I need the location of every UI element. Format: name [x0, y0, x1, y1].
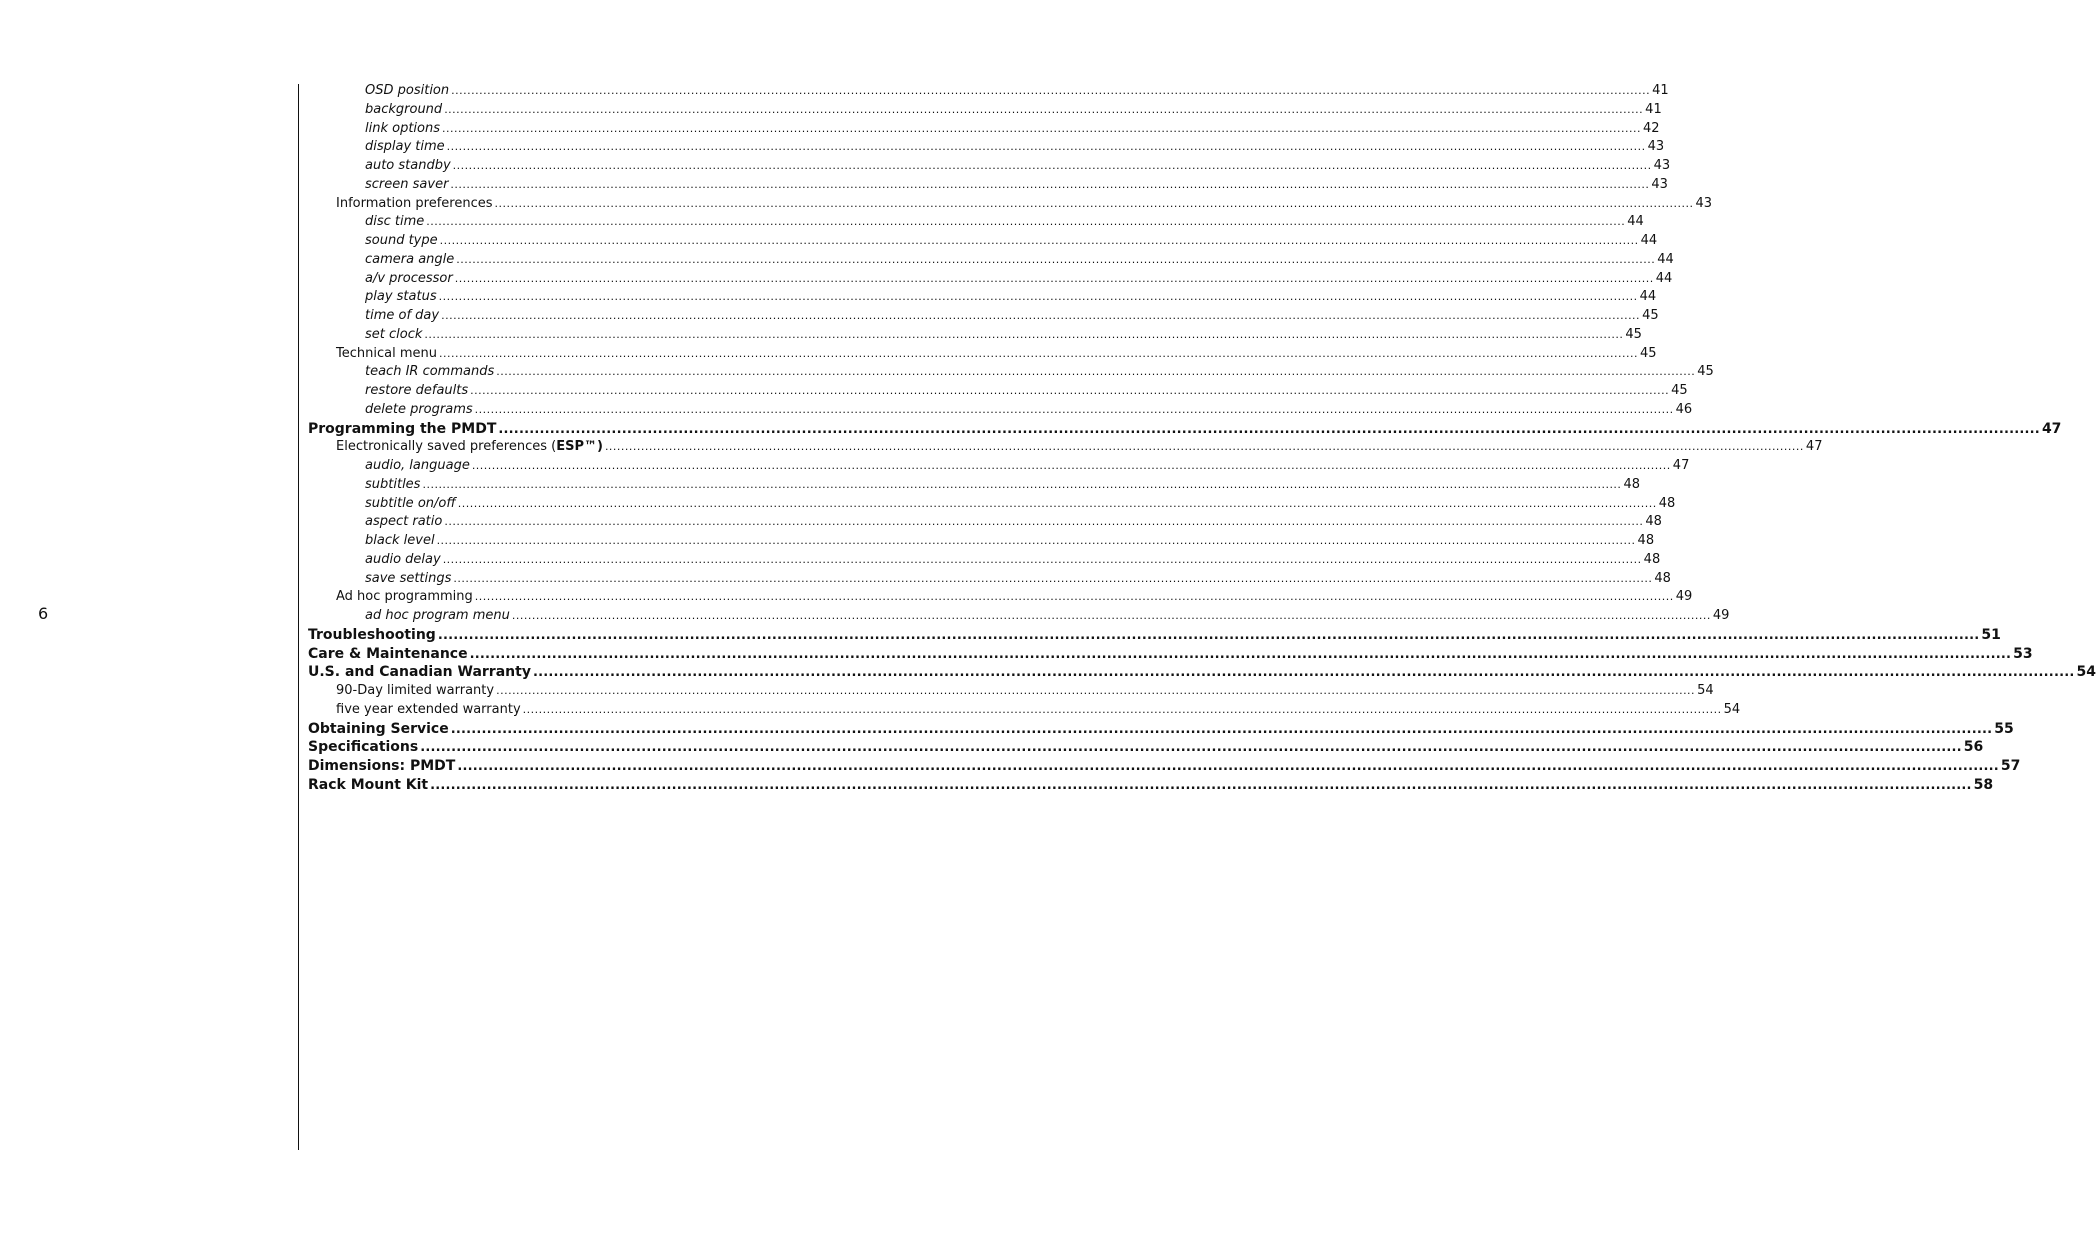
toc-entry-label	[365, 101, 442, 120]
toc-entry	[308, 738, 1984, 757]
dot-leader: ............................................................................................................................................................................................................................................................................................................	[430, 777, 1972, 793]
table-of-contents	[308, 82, 2096, 795]
toc-entry-page: 57	[2000, 758, 2021, 774]
toc-entry-label	[336, 682, 494, 701]
dot-leader: ............................................................................................................................................................................................................................................................................................................	[420, 740, 1962, 756]
toc-entry-label	[365, 607, 510, 626]
toc-entry-page: 45	[1697, 364, 1714, 380]
toc-entry-label-text: subtitles	[365, 476, 421, 492]
toc-entry-page: 47	[1805, 439, 1823, 455]
toc-entry-label	[336, 195, 492, 214]
toc-entry-label	[365, 532, 435, 551]
toc-entry	[308, 270, 1673, 289]
dot-leader: ............................................................................................................................................................................................................................................................................................................	[470, 384, 1670, 397]
dot-leader: ............................................................................................................................................................................................................................................................................................................	[457, 759, 1999, 774]
toc-entry	[308, 157, 1671, 176]
dot-leader: ............................................................................................................................................................................................................................................................................................................	[442, 121, 1641, 135]
toc-entry-page: 48	[1658, 495, 1676, 511]
dot-leader: ............................................................................................................................................................................................................................................................................................................	[474, 590, 1674, 604]
dot-leader: ............................................................................................................................................................................................................................................................................................................	[454, 271, 1654, 285]
dot-leader: ............................................................................................................................................................................................................................................................................................................	[532, 665, 2075, 681]
toc-entry	[308, 476, 1640, 495]
toc-entry-label	[365, 307, 439, 326]
toc-entry-page: 54	[1697, 683, 1714, 698]
toc-entry-label-text: time of day	[365, 308, 440, 323]
toc-entry-page: 43	[1651, 176, 1668, 192]
toc-entry	[308, 757, 2021, 776]
toc-entry	[308, 776, 1994, 795]
toc-entry-label	[365, 382, 468, 401]
toc-entry	[308, 195, 1713, 214]
toc-entry	[308, 288, 1657, 307]
toc-entry-label	[365, 326, 422, 345]
page-number: 6	[38, 604, 49, 623]
dot-leader: ............................................................................................................................................................................................................................................................................................................	[471, 459, 1671, 472]
toc-entry-label-text: aspect ratio	[365, 514, 443, 530]
toc-entry-label-text: background	[365, 101, 443, 117]
toc-entry	[308, 438, 1823, 457]
dot-leader: ............................................................................................................................................................................................................................................................................................................	[498, 421, 2040, 437]
toc-entry-label	[336, 345, 437, 364]
dot-leader: ............................................................................................................................................................................................................................................................................................................	[494, 196, 1694, 210]
toc-entry-label-text: Care & Maintenance	[308, 645, 468, 662]
toc-entry-label	[365, 570, 451, 589]
vertical-rule	[298, 84, 299, 1150]
toc-entry-page: 41	[1652, 83, 1669, 98]
toc-entry	[308, 213, 1644, 232]
toc-entry-label	[336, 588, 473, 607]
dot-leader: ............................................................................................................................................................................................................................................................................................................	[457, 496, 1657, 510]
toc-entry-label-text: teach IR commands	[365, 364, 495, 380]
toc-entry-page: 55	[1994, 720, 2014, 737]
toc-entry-label	[365, 157, 451, 176]
toc-entry-label-text: ad hoc program menu	[365, 608, 510, 623]
toc-entry-page: 45	[1639, 345, 1657, 361]
toc-entry-label	[308, 776, 428, 795]
dot-leader: ............................................................................................................................................................................................................................................................................................................	[446, 140, 1646, 154]
toc-entry	[308, 101, 1662, 120]
toc-entry	[308, 663, 2096, 682]
toc-entry-label	[365, 457, 470, 476]
toc-entry-label-text: 90-Day limited warranty	[336, 683, 495, 698]
dot-leader: ............................................................................................................................................................................................................................................................................................................	[441, 309, 1641, 322]
dot-leader: ............................................................................................................................................................................................................................................................................................................	[453, 571, 1653, 585]
toc-entry-label-text: audio delay	[365, 551, 441, 567]
toc-entry	[308, 457, 1690, 476]
toc-entry-label-bold: ESP™)	[556, 439, 603, 455]
toc-entry-label-text: link options	[365, 120, 441, 136]
toc-entry-label-text: play status	[365, 289, 437, 305]
toc-entry-page: 48	[1643, 551, 1661, 567]
toc-entry	[308, 588, 1693, 607]
toc-entry-page: 48	[1654, 570, 1671, 586]
toc-entry-label	[365, 251, 454, 270]
dot-leader: ............................................................................................................................................................................................................................................................................................................	[496, 684, 1696, 697]
toc-entry	[308, 251, 1674, 270]
toc-entry-label-text: display time	[365, 139, 445, 155]
toc-entry-page: 43	[1653, 158, 1671, 173]
toc-entry-label-text: OSD position	[365, 83, 450, 98]
dot-leader: ............................................................................................................................................................................................................................................................................................................	[422, 477, 1622, 491]
dot-leader: ............................................................................................................................................................................................................................................................................................................	[444, 102, 1644, 116]
toc-entry-page: 49	[1712, 608, 1730, 623]
toc-entry-label	[365, 401, 473, 420]
toc-entry	[308, 607, 1730, 626]
toc-entry-label-text: five year extended warranty	[336, 701, 521, 717]
dot-leader: ............................................................................................................................................................................................................................................................................................................	[604, 440, 1804, 454]
toc-entry-label	[365, 176, 448, 195]
toc-entry-label-text: camera angle	[365, 251, 455, 267]
toc-entry	[308, 138, 1665, 157]
toc-entry-label	[336, 701, 521, 720]
toc-entry-label-text: U.S. and Canadian Warranty	[308, 664, 531, 681]
toc-entry-label	[308, 626, 436, 645]
dot-leader: ............................................................................................................................................................................................................................................................................................................	[437, 627, 1980, 643]
toc-entry-page: 44	[1627, 214, 1644, 230]
toc-entry	[308, 701, 1741, 720]
dot-leader: ............................................................................................................................................................................................................................................................................................................	[450, 177, 1650, 191]
toc-entry-page: 53	[2013, 645, 2033, 662]
toc-entry-label	[308, 757, 455, 776]
toc-entry-page: 58	[1973, 776, 1994, 793]
toc-entry-page: 54	[1723, 701, 1741, 717]
dot-leader: ............................................................................................................................................................................................................................................................................................................	[436, 534, 1636, 547]
toc-entry	[308, 420, 2062, 439]
toc-entry-label	[308, 420, 496, 439]
toc-entry-label	[308, 663, 531, 682]
dot-leader: ............................................................................................................................................................................................................................................................................................................	[496, 365, 1696, 379]
dot-leader: ............................................................................................................................................................................................................................................................................................................	[442, 552, 1642, 566]
toc-entry-page: 43	[1647, 139, 1665, 155]
toc-entry-page: 44	[1657, 251, 1674, 267]
toc-entry	[308, 682, 1714, 701]
dot-leader: ............................................................................................................................................................................................................................................................................................................	[424, 327, 1624, 341]
toc-entry-page: 54	[2076, 664, 2096, 681]
dot-leader: ............................................................................................................................................................................................................................................................................................................	[474, 402, 1674, 416]
toc-entry-label-text: Technical menu	[336, 345, 437, 361]
toc-entry-label-text: Rack Mount Kit	[308, 776, 429, 793]
toc-entry	[308, 551, 1661, 570]
toc-entry-label	[365, 138, 445, 157]
toc-entry	[308, 532, 1655, 551]
toc-entry-page: 44	[1639, 289, 1657, 305]
toc-entry-page: 42	[1643, 120, 1660, 136]
toc-entry-page: 48	[1623, 476, 1640, 492]
toc-entry-label	[365, 120, 440, 139]
toc-entry	[308, 401, 1693, 420]
toc-entry-page: 47	[1672, 458, 1690, 473]
dot-leader: ............................................................................................................................................................................................................................................................................................................	[444, 515, 1644, 529]
toc-entry-page: 45	[1625, 326, 1642, 342]
toc-entry-page: 56	[1963, 739, 1984, 756]
toc-entry-page: 43	[1695, 195, 1713, 211]
toc-entry	[308, 326, 1642, 345]
toc-entry-label-text: delete programs	[365, 401, 473, 417]
toc-entry-label-text: auto standby	[365, 158, 451, 173]
toc-entry	[308, 363, 1714, 382]
toc-entry	[308, 645, 2033, 664]
toc-entry-label	[365, 513, 442, 532]
toc-entry-page: 44	[1640, 233, 1658, 248]
toc-entry-label	[308, 738, 418, 757]
toc-entry	[308, 307, 1659, 326]
toc-entry	[308, 495, 1676, 514]
toc-entry-label-text: subtitle on/off	[365, 495, 456, 511]
toc-entry-label-text: Dimensions: PMDT	[308, 758, 456, 774]
toc-entry-page: 48	[1637, 533, 1655, 548]
toc-entry-label-text: Programming the PMDT	[308, 420, 497, 437]
toc-entry	[308, 345, 1657, 364]
toc-entry-page: 47	[2041, 420, 2062, 437]
dot-leader: ............................................................................................................................................................................................................................................................................................................	[438, 346, 1638, 360]
toc-entry-label-text: set clock	[365, 326, 423, 342]
toc-entry-label-text: screen saver	[365, 176, 449, 192]
toc-entry-page: 45	[1642, 308, 1659, 323]
toc-entry-label	[365, 82, 449, 101]
toc-entry-label	[336, 438, 603, 457]
toc-entry-label	[308, 645, 468, 664]
toc-entry-label-text: Information preferences	[336, 195, 493, 211]
toc-entry-label	[365, 551, 441, 570]
toc-entry	[308, 232, 1658, 251]
toc-entry-page: 51	[1981, 626, 2001, 643]
toc-entry-label	[308, 720, 449, 739]
dot-leader: ............................................................................................................................................................................................................................................................................................................	[439, 234, 1639, 247]
toc-entry-page: 48	[1645, 514, 1662, 530]
toc-entry	[308, 626, 2001, 645]
toc-entry-label	[365, 495, 456, 514]
toc-entry-label-text: save settings	[365, 570, 452, 586]
toc-entry	[308, 382, 1688, 401]
toc-entry-label-text: Troubleshooting	[308, 626, 436, 643]
toc-entry-label-text: black level	[365, 533, 435, 548]
dot-leader: ............................................................................................................................................................................................................................................................................................................	[456, 252, 1656, 266]
toc-entry-label-text: Obtaining Service	[308, 720, 449, 737]
toc-entry-page: 41	[1645, 101, 1662, 117]
toc-entry-label-text: restore defaults	[365, 383, 469, 398]
toc-entry	[308, 570, 1671, 589]
dot-leader: ............................................................................................................................................................................................................................................................................................................	[451, 84, 1651, 97]
toc-entry-label-text: a/v processor	[365, 270, 453, 286]
toc-entry-label-text: audio, language	[365, 458, 470, 473]
toc-entry-label-text: Specifications	[308, 739, 419, 756]
toc-entry-label	[365, 270, 453, 289]
toc-entry-label	[365, 363, 494, 382]
toc-entry-page: 45	[1671, 383, 1688, 398]
dot-leader: ............................................................................................................................................................................................................................................................................................................	[450, 721, 1993, 737]
dot-leader: ............................................................................................................................................................................................................................................................................................................	[438, 290, 1638, 304]
toc-entry-page: 49	[1675, 589, 1693, 605]
toc-entry-label-text: Ad hoc programming	[336, 589, 473, 605]
toc-entry	[308, 120, 1660, 139]
toc-entry	[308, 720, 2014, 739]
toc-entry-label-text: disc time	[365, 214, 425, 230]
toc-entry	[308, 176, 1668, 195]
toc-entry-label-text: sound type	[365, 233, 438, 248]
toc-entry-label	[365, 232, 438, 251]
toc-entry-page: 44	[1655, 270, 1673, 286]
dot-leader: ............................................................................................................................................................................................................................................................................................................	[469, 646, 2012, 662]
toc-entry-label	[365, 476, 420, 495]
toc-entry-label	[365, 288, 437, 307]
dot-leader: ............................................................................................................................................................................................................................................................................................................	[522, 702, 1722, 716]
dot-leader: ............................................................................................................................................................................................................................................................................................................	[511, 609, 1711, 622]
toc-entry-label-text: Electronically saved preferences (	[336, 439, 557, 455]
dot-leader: ............................................................................................................................................................................................................................................................................................................	[426, 215, 1626, 229]
toc-entry-label	[365, 213, 424, 232]
toc-entry	[308, 82, 1669, 101]
toc-entry-page: 46	[1675, 401, 1693, 417]
dot-leader: ............................................................................................................................................................................................................................................................................................................	[452, 159, 1652, 172]
toc-entry	[308, 513, 1662, 532]
